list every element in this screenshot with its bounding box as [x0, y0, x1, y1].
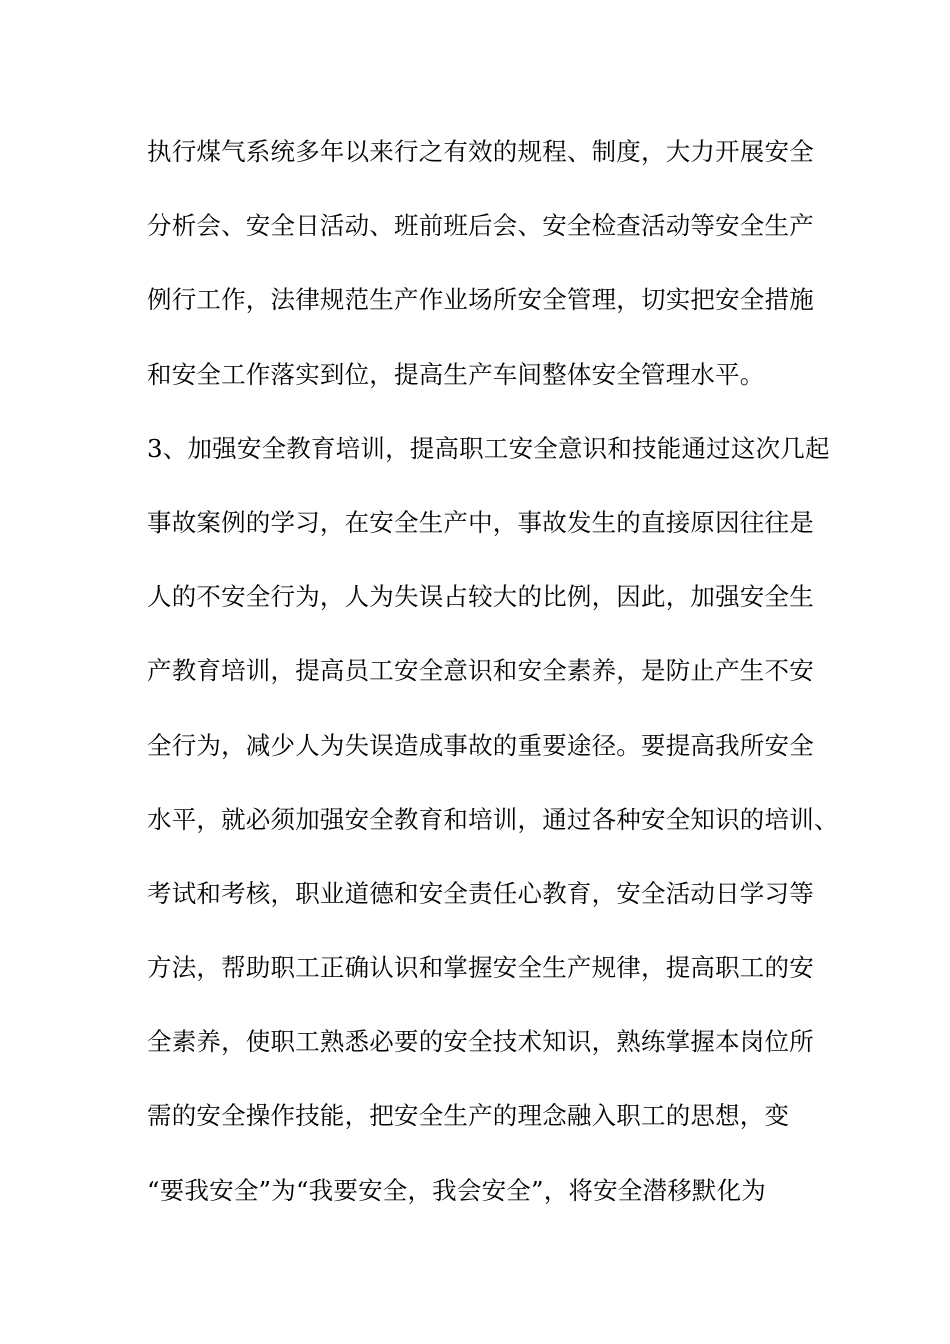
text-line-13: 全素养，使职工熟悉必要的安全技术知识，熟练掌握本岗位所 [147, 1027, 814, 1057]
text-line-5: 3、加强安全教育培训，提高职工安全意识和技能通过这次几起 [147, 433, 830, 463]
text-line-11: 考试和考核，职业道德和安全责任心教育，安全活动日学习等 [147, 878, 814, 908]
body-text [147, 128, 847, 1241]
text-line-12: 方法，帮助职工正确认识和掌握安全生产规律，提高职工的安 [147, 953, 814, 983]
text-line-6: 事故案例的学习，在安全生产中，事故发生的直接原因往往是 [147, 507, 814, 537]
text-line-14: 需的安全操作技能，把安全生产的理念融入职工的思想，变 [147, 1101, 790, 1131]
text-line-10: 水平，就必须加强安全教育和培训，通过各种安全知识的培训、 [147, 804, 839, 834]
text-line-7: 人的不安全行为，人为失误占较大的比例，因此，加强安全生 [147, 582, 814, 612]
text-line-1: 执行煤气系统多年以来行之有效的规程、制度，大力开展安全 [147, 137, 814, 166]
text-line-3: 例行工作，法律规范生产作业场所安全管理，切实把安全措施 [147, 285, 814, 315]
text-line-9: 全行为，减少人为失误造成事故的重要途径。要提高我所安全 [147, 730, 814, 760]
text-line-4: 和安全工作落实到位，提高生产车间整体安全管理水平。 [147, 359, 765, 389]
text-line-15: “要我安全”为“我要安全，我会安全”，将安全潜移默化为 [147, 1175, 766, 1205]
text-line-2: 分析会、安全日活动、班前班后会、安全检查活动等安全生产 [147, 211, 814, 241]
text-line-8: 产教育培训，提高员工安全意识和安全素养，是防止产生不安 [147, 656, 814, 686]
